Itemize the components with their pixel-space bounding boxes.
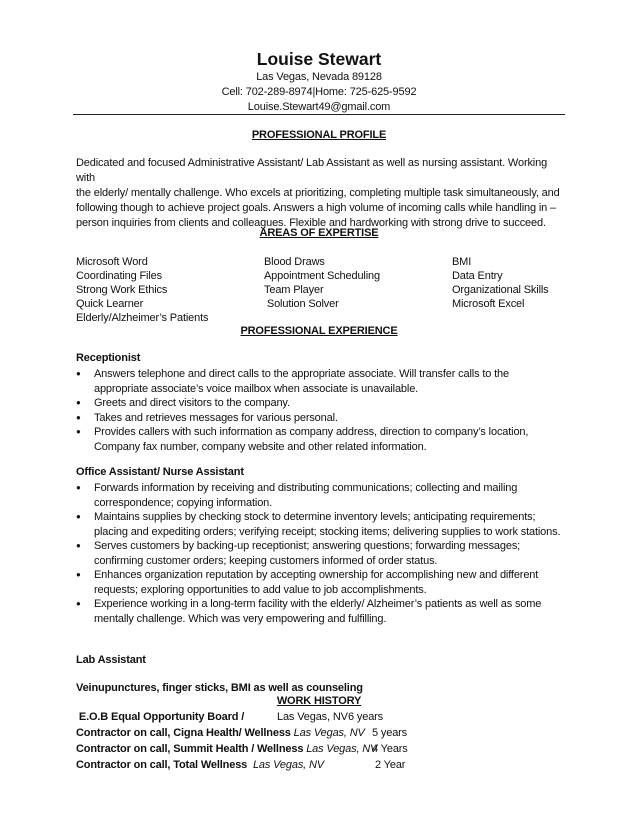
profile-line: the elderly/ mentally challenge. Who excels at prioritizing, completing multiple task simultaneously, and bbox=[76, 187, 560, 199]
duty-item: ● Maintains supplies by checking stock to determine inventory levels; anticipating requirements; placing and expediting orders; verifying receipt; stocking items; delivering supplies to work stations. bbox=[76, 510, 566, 539]
header-divider bbox=[73, 114, 565, 115]
expertise-column-3 bbox=[452, 255, 549, 311]
duty-item: ● Provides callers with such information as company address, direction to company’s location, Company fax number, company website and other related information. bbox=[76, 425, 566, 454]
expertise-column-1 bbox=[76, 255, 208, 325]
expertise-column-2 bbox=[264, 255, 380, 311]
skill-item: Coordinating Files bbox=[76, 270, 162, 282]
history-duration: 6 years bbox=[348, 711, 384, 723]
candidate-email: Louise.Stewart49@gmail.com bbox=[247, 101, 391, 113]
history-row bbox=[76, 741, 377, 757]
receptionist-duties bbox=[76, 367, 566, 454]
skill-item: Microsoft Excel bbox=[452, 298, 525, 310]
skill-item: Organizational Skills bbox=[452, 284, 549, 296]
profile-line: person inquiries from clients and colleagues. Flexible and hardworking with strong drive to succeed. bbox=[76, 217, 546, 229]
duty-item: ● Enhances organization reputation by accepting ownership for accomplishing new and different requests; exploring opportunities to add value to job accomplishments. bbox=[76, 568, 566, 597]
history-employer: Contractor on call, Summit Health / Wellness bbox=[76, 743, 304, 755]
profile-line: Dedicated and focused Administrative Assistant/ Lab Assistant as well as nursing assistant. Working with bbox=[76, 157, 548, 184]
history-duration: 2 Year bbox=[375, 759, 406, 771]
history-employer: Contractor on call, Cigna Health/ Wellness bbox=[76, 727, 291, 739]
role-title-receptionist: Receptionist bbox=[76, 352, 141, 364]
duty-item: ● Answers telephone and direct calls to the appropriate associate. Will transfer calls to the appropriate associate’s voice mailbox when associate is unavailable. bbox=[76, 367, 566, 396]
history-row bbox=[76, 757, 324, 773]
profile-summary bbox=[76, 156, 566, 231]
skill-item: Microsoft Word bbox=[76, 256, 148, 268]
candidate-location: Las Vegas, Nevada 89128 bbox=[256, 71, 382, 83]
profile-heading: PROFESSIONAL PROFILE bbox=[251, 129, 387, 141]
skill-item: Solution Solver bbox=[264, 298, 339, 310]
history-duration: 4 Years bbox=[372, 743, 408, 755]
expertise-heading: AREAS OF EXPERTISE bbox=[259, 227, 379, 239]
duty-item: ● Greets and direct visitors to the company. bbox=[76, 396, 566, 411]
role-title-office-assistant: Office Assistant/ Nurse Assistant bbox=[76, 466, 244, 478]
candidate-phones: Cell: 702-289-8974|Home: 725-625-9592 bbox=[221, 86, 417, 98]
duty-item: ● Experience working in a long-term facility with the elderly/ Alzheimer’s patients as well as some mentally challenge. Which was very empowering and fulfilling. bbox=[76, 597, 566, 626]
skill-item: Strong Work Ethics bbox=[76, 284, 168, 296]
duty-item: ● Serves customers by backing-up receptionist; answering questions; forwarding messages; confirming customer orders; keeping customers informed of order status. bbox=[76, 539, 566, 568]
history-employer: E.O.B Equal Opportunity Board / bbox=[76, 711, 245, 723]
history-row bbox=[76, 709, 244, 725]
history-location: Las Vegas, NV bbox=[252, 759, 324, 771]
profile-line: following though to achieve project goals. Answers a high volume of incoming calls while handling in – bbox=[76, 202, 556, 214]
duty-item: ● Takes and retrieves messages for various personal. bbox=[76, 411, 566, 426]
office-duties bbox=[76, 481, 566, 626]
history-employer: Contractor on call, Total Wellness bbox=[76, 759, 248, 771]
history-location: Las Vegas, NV bbox=[306, 743, 378, 755]
skill-item: Team Player bbox=[264, 284, 324, 296]
candidate-name: Louise Stewart bbox=[256, 49, 382, 69]
work-history-heading: WORK HISTORY bbox=[276, 695, 362, 707]
skill-item: Blood Draws bbox=[264, 256, 325, 268]
skill-item: Data Entry bbox=[452, 270, 503, 282]
duty-item: ● Forwards information by receiving and distributing communications; collecting and mailing correspondence; copying information. bbox=[76, 481, 566, 510]
role-title-lab-assistant: Lab Assistant bbox=[76, 654, 146, 666]
history-row bbox=[76, 725, 365, 741]
lab-assistant-detail: Veinupunctures, finger sticks, BMI as well as counseling bbox=[76, 682, 363, 694]
history-duration: 5 years bbox=[372, 727, 408, 739]
history-location: Las Vegas, NV bbox=[293, 727, 365, 739]
skill-item: BMI bbox=[452, 256, 472, 268]
skill-item: Elderly/Alzheimer’s Patients bbox=[76, 312, 209, 324]
skill-item: Appointment Scheduling bbox=[264, 270, 380, 282]
history-location: Las Vegas, NV bbox=[277, 711, 348, 723]
skill-item: Quick Learner bbox=[76, 298, 144, 310]
experience-heading: PROFESSIONAL EXPERIENCE bbox=[240, 325, 398, 337]
